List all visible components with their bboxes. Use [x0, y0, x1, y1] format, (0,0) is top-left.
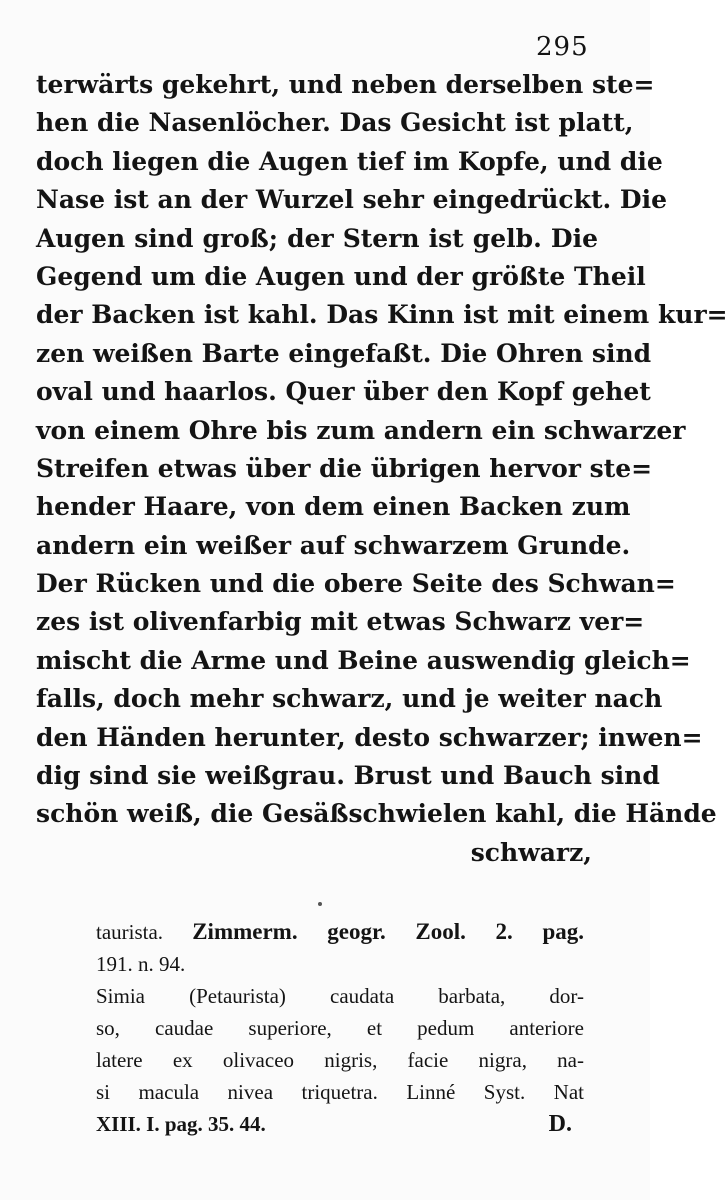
body-line: den Händen herunter, desto schwarzer; inwen= — [36, 722, 703, 752]
body-line: hender Haare, von dem einen Backen zum — [36, 492, 631, 522]
body-line: Streifen etwas über die übrigen hervor ste= — [36, 453, 653, 483]
body-line: andern ein weißer auf schwarzem Grunde. — [36, 530, 631, 560]
body-line: falls, doch mehr schwarz, und je weiter nach — [36, 684, 663, 714]
body-line: dig sind sie weißgrau. Brust und Bauch sind — [36, 761, 660, 791]
footnote-latin-line: Simia (Petaurista) caudata barbata, dor- — [96, 984, 584, 1008]
footnote-block — [96, 916, 584, 1140]
signature-mark: D. — [548, 1111, 572, 1137]
footnote-line: 191. n. 94. — [96, 952, 186, 976]
footnote-latin-line: so, caudae superiore, et pedum anteriore — [96, 1016, 584, 1040]
body-line: Nase ist an der Wurzel sehr eingedrückt. Die — [36, 185, 668, 215]
body-line: Gegend um die Augen und der größte Theil — [36, 261, 646, 291]
ink-speck — [318, 902, 322, 906]
body-line: zes ist olivenfarbig mit etwas Schwarz ver= — [36, 607, 645, 637]
footnote-latin-line: si macula nivea triquetra. Linné Syst. Nat — [96, 1080, 584, 1104]
page-number: 295 — [536, 32, 589, 62]
body-line: schön weiß, die Gesäßschwielen kahl, die Hände — [36, 799, 717, 829]
footnote-reference: Zimmerm. geogr. Zool. 2. pag. — [192, 919, 584, 944]
body-line: terwärts gekehrt, und neben derselben ste= — [36, 70, 655, 99]
footnote-line — [96, 916, 584, 948]
body-line: oval und haarlos. Quer über den Kopf gehet — [36, 377, 651, 407]
footnote-latin-line: latere ex olivaceo nigris, facie nigra, na- — [96, 1048, 584, 1072]
body-line: von einem Ohre bis zum andern ein schwarzer — [36, 415, 686, 445]
footnote-taxon: taurista. — [96, 920, 164, 944]
body-line: doch liegen die Augen tief im Kopfe, und die — [36, 146, 663, 176]
body-line-final: schwarz, — [470, 837, 592, 867]
body-line: der Backen ist kahl. Das Kinn ist mit einem kur= — [36, 300, 728, 330]
body-line: zen weißen Barte eingefaßt. Die Ohren sind — [36, 338, 652, 368]
body-line: mischt die Arme und Beine auswendig gleich= — [36, 645, 691, 675]
body-line: Der Rücken und die obere Seite des Schwan= — [36, 569, 676, 599]
body-line: hen die Nasenlöcher. Das Gesicht ist platt, — [36, 108, 634, 138]
body-line: Augen sind groß; der Stern ist gelb. Die — [36, 223, 598, 253]
body-text — [36, 66, 728, 872]
footnote-citation: XIII. I. pag. 35. 44. — [96, 1112, 266, 1136]
footnote-line — [96, 1108, 584, 1140]
